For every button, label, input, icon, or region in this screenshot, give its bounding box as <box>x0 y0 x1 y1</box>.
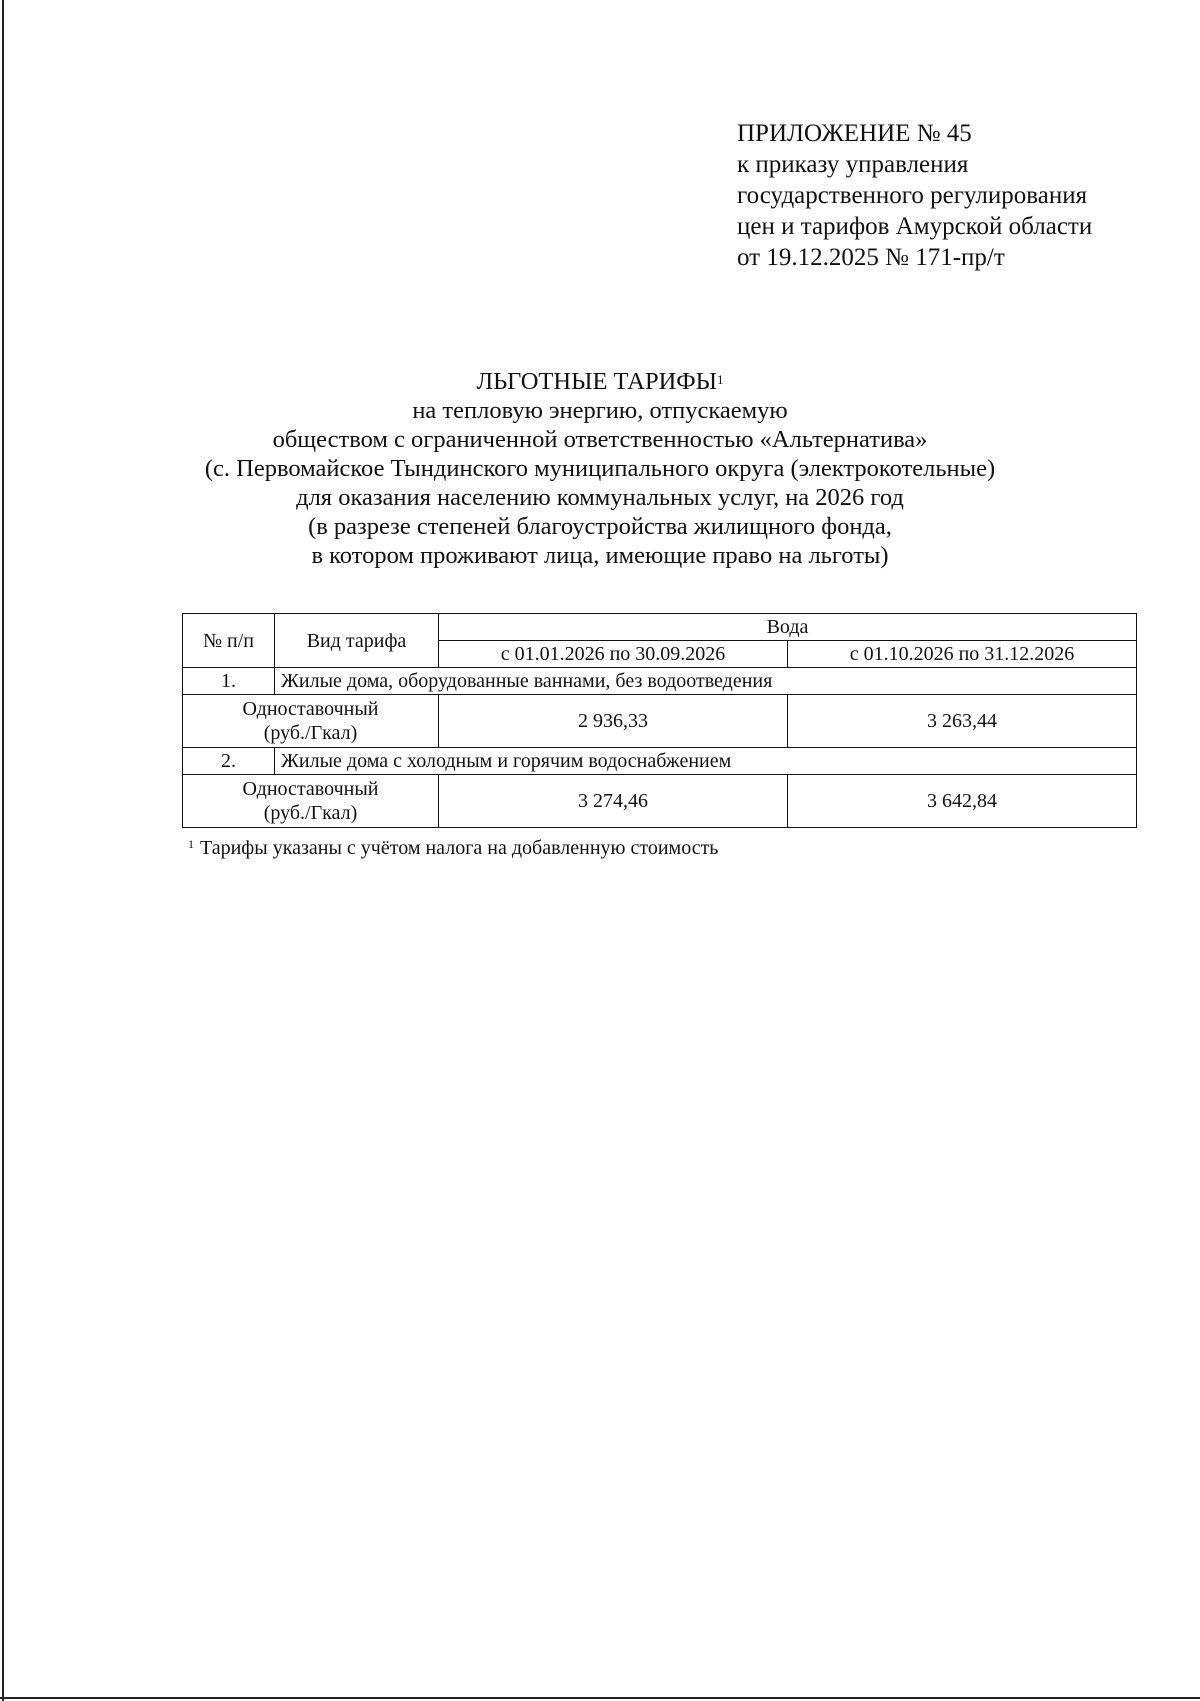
header-tariff-type: Вид тарифа <box>275 614 439 668</box>
table-row <box>183 695 1137 748</box>
title-line: для оказания населению коммунальных услуг, на 2026 год <box>296 484 904 511</box>
title-line: (с. Первомайское Тындинского муниципального округа (электрокотельные) <box>204 455 996 482</box>
appendix-title: ПРИЛОЖЕНИЕ № 45 <box>737 120 972 147</box>
table-row <box>183 748 1137 775</box>
footnote <box>188 836 718 860</box>
tariff-table <box>182 613 1137 828</box>
section-name: Жилые дома с холодным и горячим водоснабжением <box>275 748 1137 775</box>
appendix-line: государственного регулирования <box>737 182 1088 209</box>
scan-edge-left <box>2 0 4 1701</box>
title-line: обществом с ограниченной ответственностью «Альтернатива» <box>272 426 928 453</box>
header-period-2: с 01.10.2026 по 31.12.2026 <box>788 641 1137 668</box>
appendix-date-number: от 19.12.2025 № 171-пр/т <box>737 244 1005 271</box>
table-row <box>183 775 1137 828</box>
section-number: 1. <box>183 668 275 695</box>
table-header-row <box>183 614 1137 641</box>
tariff-unit: (руб./Гкал) <box>263 802 358 824</box>
footnote-mark: 1 <box>188 837 194 851</box>
title-line: на тепловую энергию, отпускаемую <box>412 397 788 424</box>
appendix-line: к приказу управления <box>737 151 969 178</box>
header-number: № п/п <box>183 614 275 668</box>
appendix-line: цен и тарифов Амурской области <box>737 213 1093 240</box>
section-number: 2. <box>183 748 275 775</box>
section-name: Жилые дома, оборудованные ваннами, без водоотведения <box>275 668 1137 695</box>
tariff-value: 2 936,33 <box>439 695 788 748</box>
tariff-type-cell <box>183 775 439 828</box>
header-period-1: с 01.01.2026 по 30.09.2026 <box>439 641 788 668</box>
appendix-header <box>737 118 1177 273</box>
scan-edge-bottom <box>0 1697 1200 1699</box>
header-water: Вода <box>439 614 1137 641</box>
tariff-type: Одноставочный <box>242 778 379 800</box>
footnote-reference: 1 <box>717 372 724 387</box>
title-line: (в разрезе степеней благоустройства жилищного фонда, <box>308 513 892 540</box>
tariff-value: 3 642,84 <box>788 775 1137 828</box>
footnote-text: Тарифы указаны с учётом налога на добавленную стоимость <box>200 837 719 859</box>
document-title-block <box>150 367 1050 570</box>
tariff-value: 3 274,46 <box>439 775 788 828</box>
tariff-unit: (руб./Гкал) <box>263 722 358 744</box>
table-row <box>183 668 1137 695</box>
tariff-value: 3 263,44 <box>788 695 1137 748</box>
tariff-type-cell <box>183 695 439 748</box>
title-line: в котором проживают лица, имеющие право на льготы) <box>311 542 889 569</box>
document-title: ЛЬГОТНЫЕ ТАРИФЫ$^1$ <box>476 368 724 395</box>
tariff-type: Одноставочный <box>242 698 379 720</box>
